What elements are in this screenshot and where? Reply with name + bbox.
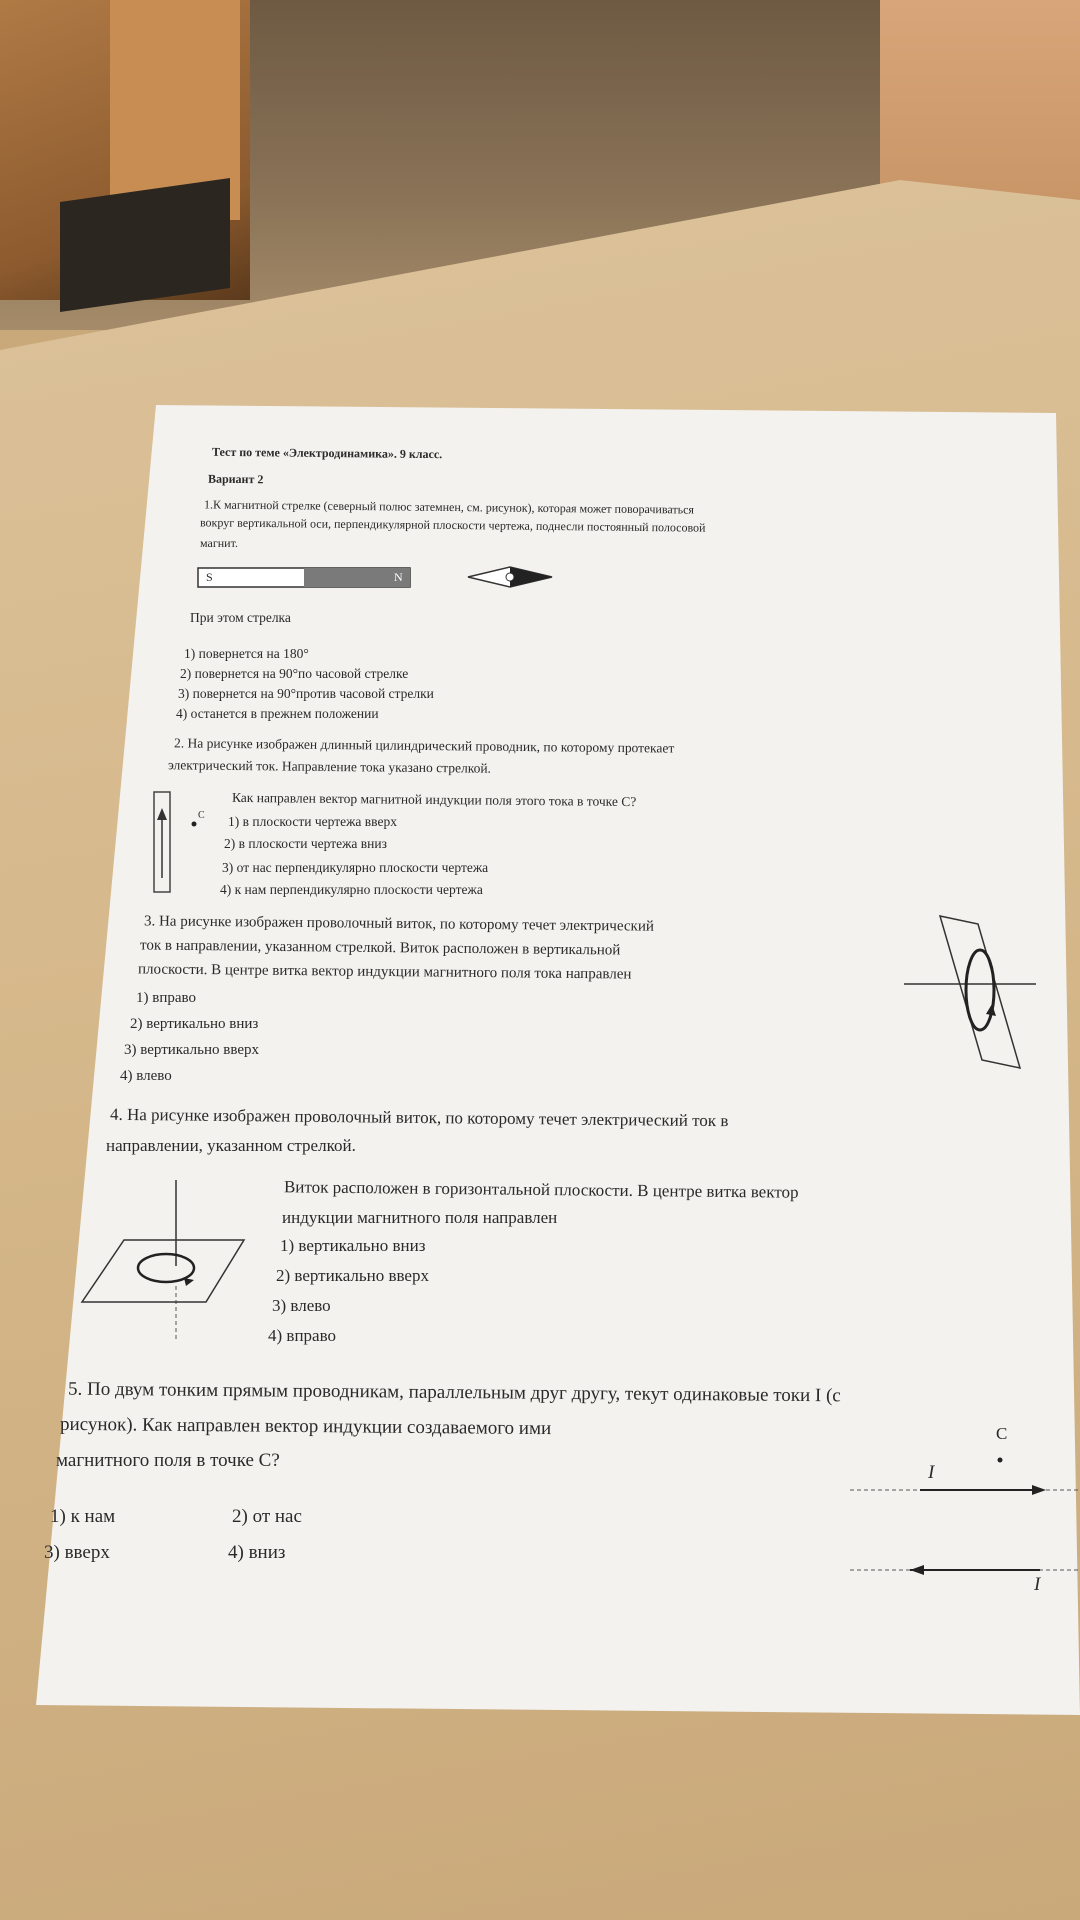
q1-text-line-2: вокруг вертикальной оси, перпендикулярной плоскости чертежа, поднесли постоянный полосовой (199, 515, 706, 535)
horizontal-plane (82, 1240, 244, 1302)
q1-option-3: 3) повернется на 90°против часовой стрелки (178, 686, 434, 701)
q5-text-line-3: магнитного поля в точке C? (56, 1450, 280, 1471)
q5-current-label-bottom: I (1034, 1574, 1041, 1595)
magnet-n-label: N (394, 570, 403, 584)
current-arrow-icon (157, 808, 167, 820)
q1-text-line-1: 1.К магнитной стрелке (северный полюс затемнен, см. рисунок), которая может поворачиваться (203, 497, 695, 517)
compass-pivot (506, 573, 514, 581)
q2-option-4: 4) к нам перпендикулярно плоскости чертежа (220, 882, 483, 897)
current-arrow-icon (986, 1004, 996, 1016)
q1-option-2: 2) повернется на 90°по часовой стрелке (180, 666, 409, 681)
q2-option-2: 2) в плоскости чертежа вниз (224, 836, 387, 851)
wire-loop (138, 1254, 194, 1282)
q5-option-4: 4) вниз (228, 1542, 286, 1563)
q2-figure (146, 788, 216, 898)
point-c-dot (998, 1458, 1003, 1463)
magnet-s-label: S (206, 570, 213, 584)
q1-option-4: 4) останется в прежнем положении (176, 706, 379, 721)
q3-text-line-1: 3. На рисунке изображен проволочный виток, по которому течет электрический (143, 913, 655, 935)
q4-text-line-1: 4. На рисунке изображен проволочный виток, по которому течет электрический ток в (109, 1104, 729, 1131)
q3-option-3: 3) вертикально вверх (124, 1042, 259, 1058)
q5-option-1: 1) к нам (50, 1506, 116, 1527)
q4-option-2: 2) вертикально вверх (276, 1266, 429, 1285)
q5-current-label-top: I (928, 1462, 935, 1483)
q3-option-1: 1) вправо (136, 990, 196, 1006)
q3-option-2: 2) вертикально вниз (130, 1016, 259, 1032)
q4-side-line-1: Виток расположен в горизонтальной плоскости. В центре витка вектор (283, 1177, 799, 1202)
q1-prompt: При этом стрелка (190, 610, 291, 625)
q3-text-line-2: ток в направлении, указанном стрелкой. Виток расположен в вертикальной (139, 937, 621, 959)
q1-text-line-3: магнит. (200, 536, 238, 550)
q2-point-label: C (198, 810, 205, 821)
q2-option-3: 3) от нас перпендикулярно плоскости чертежа (222, 860, 489, 875)
q4-text-line-2: направлении, указанном стрелкой. (106, 1136, 356, 1155)
wire-loop (966, 950, 994, 1030)
q4-side-line-2: индукции магнитного поля направлен (282, 1208, 558, 1227)
current-arrow-right-icon (1032, 1485, 1046, 1495)
q3-text-line-3: плоскости. В центре витка вектор индукции магнитного поля тока направлен (137, 961, 632, 983)
q5-point-label: C (996, 1424, 1008, 1443)
vertical-plane (940, 916, 1020, 1068)
q4-figure (76, 1176, 256, 1346)
q4-option-1: 1) вертикально вниз (280, 1236, 426, 1255)
q5-text-line-2: рисунок). Как направлен вектор индукции создаваемого ими (59, 1413, 552, 1440)
q3-figure (900, 912, 1040, 1072)
q2-option-1: 1) в плоскости чертежа вверх (228, 814, 397, 829)
q5-figure (850, 1420, 1080, 1600)
variant-label: Вариант 2 (207, 471, 264, 487)
page-title: Тест по теме «Электродинамика». 9 класс. (211, 444, 443, 462)
q4-option-3: 3) влево (272, 1296, 331, 1315)
q2-text-line-2: электрический ток. Направление тока указано стрелкой. (167, 757, 492, 776)
q2-question: Как направлен вектор магнитной индукции поля этого тока в точке C? (231, 789, 637, 810)
point-c-dot (192, 822, 197, 827)
q4-option-4: 4) вправо (268, 1326, 336, 1345)
q1-figure (190, 562, 570, 596)
current-arrow-left-icon (910, 1565, 924, 1575)
q5-option-3: 3) вверх (44, 1542, 110, 1563)
compass-needle-north (510, 567, 552, 587)
q1-option-1: 1) повернется на 180° (184, 646, 309, 661)
q5-option-2: 2) от нас (232, 1506, 302, 1527)
q2-text-line-1: 2. На рисунке изображен длинный цилиндрический проводник, по которому протекает (173, 735, 675, 756)
q5-text-line-1: 5. По двум тонким прямым проводникам, параллельным друг другу, текут одинаковые токи I (с (67, 1378, 841, 1407)
current-arrow-icon (184, 1278, 194, 1286)
q3-option-4: 4) влево (120, 1068, 172, 1084)
